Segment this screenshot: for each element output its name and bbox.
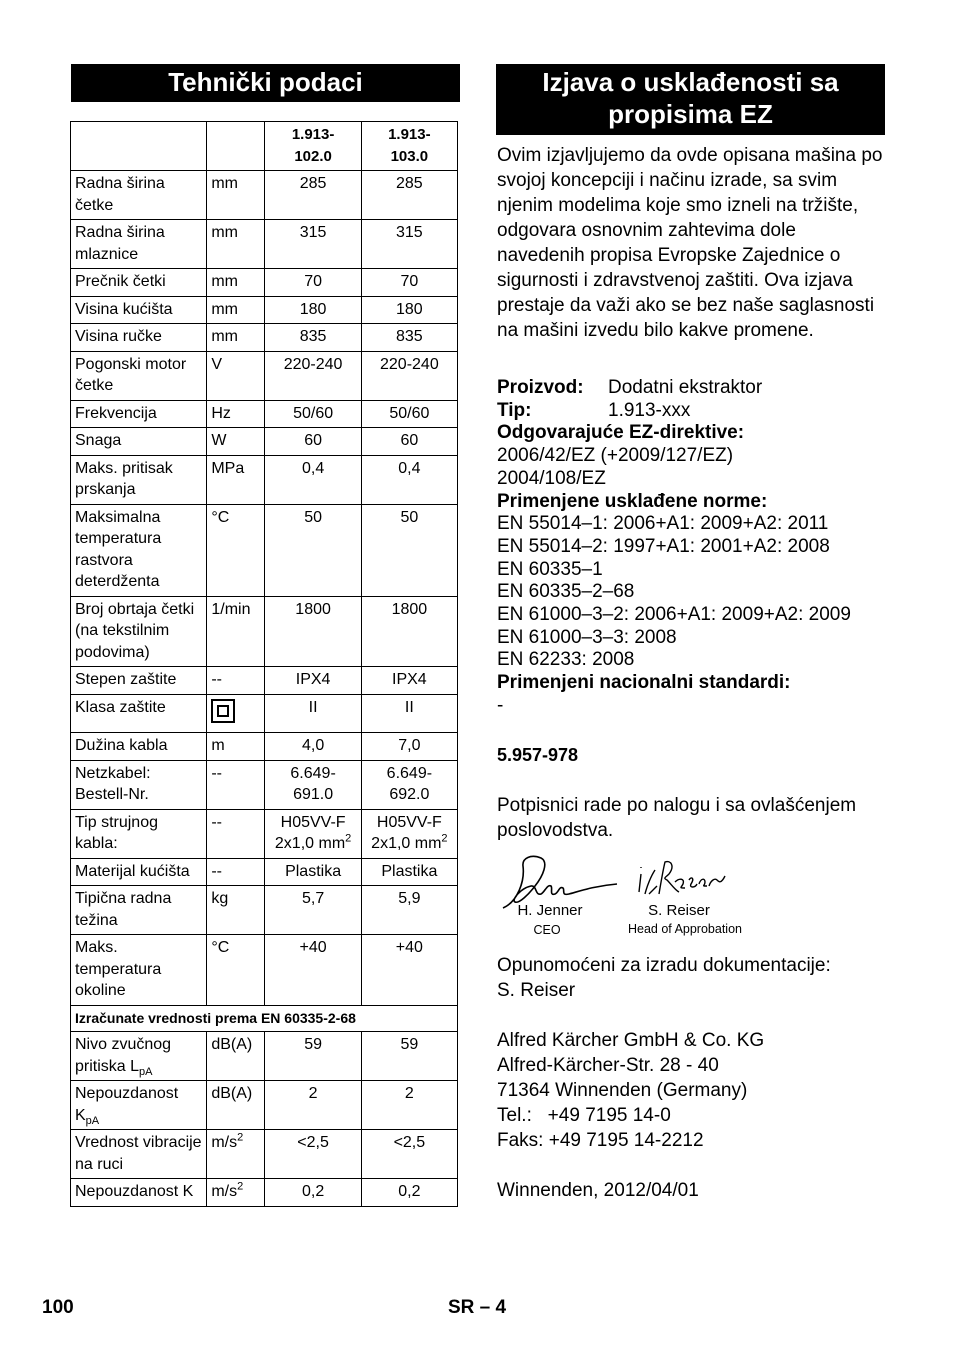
spec-value-102: 835 — [265, 324, 361, 352]
spec-value-102: +40 — [265, 935, 361, 1006]
spec-unit: mm — [207, 269, 265, 297]
declaration-details — [497, 377, 887, 718]
spec-label: Visina ručke — [71, 324, 207, 352]
table-row — [71, 667, 458, 695]
spec-value-102: Plastika — [265, 858, 361, 886]
signatory-name: S. Reiser — [648, 902, 710, 919]
spec-label: Pogonski motor četke — [71, 351, 207, 400]
spec-value-103: 7,0 — [361, 733, 457, 761]
type-value: 1.913-xxx — [608, 399, 691, 421]
spec-value-102: 0,2 — [265, 1179, 361, 1207]
spec-value-103: Plastika — [361, 858, 457, 886]
table-row — [71, 455, 458, 504]
signatory-role: Head of Approbation — [628, 922, 742, 936]
table-row — [71, 1179, 458, 1207]
norms-label: Primenjene usklađene norme: — [497, 490, 768, 512]
spec-label: Visina kućišta — [71, 296, 207, 324]
spec-value-102: 285 — [265, 171, 361, 220]
spec-label: Nivo zvučnog pritiska $L_{pA}$ — [71, 1032, 207, 1081]
spec-unit: dB(A) — [207, 1032, 265, 1081]
spec-value-102: 180 — [265, 296, 361, 324]
spec-label: Materijal kućišta — [71, 858, 207, 886]
national-standards-value: - — [497, 694, 504, 716]
technical-data-title: Tehnički podaci — [71, 64, 460, 102]
spec-unit: -- — [207, 667, 265, 695]
spec-value-103: 60 — [361, 428, 457, 456]
spec-unit: m — [207, 733, 265, 761]
table-row — [71, 400, 458, 428]
spec-value-103: 1800 — [361, 596, 457, 667]
spec-label: Maks. pritisak prskanja — [71, 455, 207, 504]
spec-value-103: 6.649- 692.0 — [361, 760, 457, 809]
reiser-signature-icon — [635, 856, 735, 906]
spec-value-102: 50/60 — [265, 400, 361, 428]
spec-unit: °C — [207, 504, 265, 596]
spec-value-103: 50 — [361, 504, 457, 596]
spec-label: Nepouzdanost $K_{pA}$ — [71, 1081, 207, 1130]
spec-value-103: 59 — [361, 1032, 457, 1081]
table-row — [71, 1032, 458, 1081]
table-row — [71, 809, 458, 858]
table-row — [71, 1130, 458, 1179]
language-page-label: SR – 4 — [448, 1297, 507, 1318]
table-row — [71, 733, 458, 761]
spec-unit: °C — [207, 935, 265, 1006]
spec-value-102: 220-240 — [265, 351, 361, 400]
product-value: Dodatni ekstraktor — [608, 377, 763, 398]
spec-unit: MPa — [207, 455, 265, 504]
ec-declaration-title-line-2: propisima EZ — [608, 99, 773, 129]
norm-item: EN 61000–3–2: 2006+A1: 2009+A2: 2009 — [497, 604, 851, 626]
spec-label: Vrednost vibracije na ruci — [71, 1130, 207, 1179]
document-number: 5.957-978 — [497, 745, 579, 765]
table-row — [71, 935, 458, 1006]
table-row — [71, 269, 458, 297]
spec-label: Stepen zaštite — [71, 667, 207, 695]
documentation-authority — [497, 953, 887, 1003]
spec-value-103: +40 — [361, 935, 457, 1006]
spec-value-103: II — [361, 694, 457, 733]
spec-value-103: <2,5 — [361, 1130, 457, 1179]
spec-value-103: 180 — [361, 296, 457, 324]
table-header-row — [71, 122, 458, 171]
spec-label: Prečnik četki — [71, 269, 207, 297]
spec-unit: W — [207, 428, 265, 456]
spec-label: Dužina kabla — [71, 733, 207, 761]
table-header-cell — [207, 122, 265, 171]
spec-value-102: H05VV-F 2x1,0 $mm^2$ — [265, 809, 361, 858]
signatures-block — [497, 850, 797, 945]
spec-unit: 1/min — [207, 596, 265, 667]
company-address — [497, 1028, 887, 1153]
ec-declaration-title — [496, 64, 885, 135]
table-header-cell: 1.913- 103.0 — [361, 122, 457, 171]
page-number: 100 — [42, 1297, 74, 1318]
spec-label: Tipična radna težina — [71, 886, 207, 935]
table-row — [71, 428, 458, 456]
protection-class-ii-icon — [211, 699, 235, 723]
spec-unit: dB(A) — [207, 1081, 265, 1130]
norm-item: EN 55014–2: 1997+A1: 2001+A2: 2008 — [497, 535, 830, 557]
national-standards-label: Primenjeni nacionalni standardi: — [497, 672, 791, 694]
spec-value-103: H05VV-F 2x1,0 $mm^2$ — [361, 809, 457, 858]
spec-value-103: 50/60 — [361, 400, 457, 428]
table-row — [71, 694, 458, 733]
spec-unit: $m/s^2$ — [207, 1179, 265, 1207]
spec-unit: V — [207, 351, 265, 400]
norm-item: EN 60335–2–68 — [497, 581, 635, 603]
table-row — [71, 324, 458, 352]
spec-unit: Hz — [207, 400, 265, 428]
table-row — [71, 296, 458, 324]
spec-value-102: 59 — [265, 1032, 361, 1081]
spec-value-102: 60 — [265, 428, 361, 456]
spec-value-103: 70 — [361, 269, 457, 297]
signatories-statement: Potpisnici rade po nalogu i sa ovlašćenjem poslovodstva. — [497, 795, 857, 841]
type-label: Tip: — [497, 399, 532, 421]
spec-unit: -- — [207, 809, 265, 858]
spec-unit: mm — [207, 324, 265, 352]
product-line — [497, 377, 887, 400]
table-row — [71, 220, 458, 269]
address-line: Faks: +49 7195 14-2212 — [497, 1130, 704, 1151]
spec-value-102: 4,0 — [265, 733, 361, 761]
directive-item: 2006/42/EZ (+2009/127/EZ) — [497, 445, 734, 467]
spec-label: Radna širina četke — [71, 171, 207, 220]
product-label: Proizvod: — [497, 377, 584, 398]
type-line — [497, 400, 887, 423]
spec-label: Snaga — [71, 428, 207, 456]
spec-label: Broj obrtaja četki (na tekstilnim podovima) — [71, 596, 207, 667]
table-row — [71, 351, 458, 400]
spec-value-102: 70 — [265, 269, 361, 297]
table-row — [71, 504, 458, 596]
spec-value-103: 0,4 — [361, 455, 457, 504]
address-line: Alfred Kärcher GmbH & Co. KG — [497, 1030, 765, 1051]
declaration-intro: Ovim izjavljujemo da ovde opisana mašina po svojoj koncepciji i načinu izrade, sa svim njenim modelima koje smo izneli na tržište, odgovara osnovnim zahtevima dole navedenih propisa Evropske Zajednice o sigurnosti i zdravstvenoj zaštiti. Ova izjava prestaje da važi ako se bez naše saglasnosti na mašini izvedu bilo kakve promene. — [497, 145, 883, 341]
spec-unit — [207, 694, 265, 733]
norm-item: EN 62233: 2008 — [497, 649, 635, 671]
spec-unit: -- — [207, 760, 265, 809]
table-section-title: Izračunate vrednosti prema EN 60335-2-68 — [71, 1005, 458, 1032]
technical-data-table — [70, 121, 458, 1207]
signatory-role: CEO — [533, 923, 561, 937]
table-row — [71, 858, 458, 886]
spec-label: Maks. temperatura okoline — [71, 935, 207, 1006]
spec-unit: $m/s^2$ — [207, 1130, 265, 1179]
directives-label: Odgovarajuće EZ-direktive: — [497, 422, 745, 444]
spec-value-103: 2 — [361, 1081, 457, 1130]
table-header-cell: 1.913- 102.0 — [265, 122, 361, 171]
spec-value-102: IPX4 — [265, 667, 361, 695]
spec-unit: kg — [207, 886, 265, 935]
directive-item: 2004/108/EZ — [497, 467, 606, 489]
table-row — [71, 886, 458, 935]
place-and-date: Winnenden, 2012/04/01 — [497, 1180, 699, 1201]
ec-declaration-title-line-1: Izjava o usklađenosti sa — [542, 67, 839, 97]
spec-value-102: 50 — [265, 504, 361, 596]
spec-value-103: 315 — [361, 220, 457, 269]
spec-label: Radna širina mlaznice — [71, 220, 207, 269]
spec-label: Tip strujnog kabla: — [71, 809, 207, 858]
table-row — [71, 1081, 458, 1130]
spec-value-103: 835 — [361, 324, 457, 352]
spec-unit: mm — [207, 296, 265, 324]
spec-value-102: 5,7 — [265, 886, 361, 935]
authority-label: Opunomoćeni za izradu dokumentacije: — [497, 955, 831, 976]
spec-unit: -- — [207, 858, 265, 886]
table-header-cell — [71, 122, 207, 171]
spec-unit: mm — [207, 220, 265, 269]
spec-value-102: 2 — [265, 1081, 361, 1130]
norm-item: EN 61000–3–3: 2008 — [497, 626, 677, 648]
address-line: Tel.: +49 7195 14-0 — [497, 1105, 671, 1126]
spec-value-102: 1800 — [265, 596, 361, 667]
spec-value-102: 6.649- 691.0 — [265, 760, 361, 809]
spec-label: Netzkabel: Bestell-Nr. — [71, 760, 207, 809]
spec-value-103: 5,9 — [361, 886, 457, 935]
table-row — [71, 596, 458, 667]
spec-value-103: 0,2 — [361, 1179, 457, 1207]
address-line: 71364 Winnenden (Germany) — [497, 1080, 748, 1101]
norm-item: EN 60335–1 — [497, 558, 603, 580]
norm-item: EN 55014–1: 2006+A1: 2009+A2: 2011 — [497, 513, 829, 535]
address-line: Alfred-Kärcher-Str. 28 - 40 — [497, 1055, 719, 1076]
table-row — [71, 760, 458, 809]
spec-value-103: 285 — [361, 171, 457, 220]
signatory-name: H. Jenner — [517, 902, 583, 919]
spec-value-102: <2,5 — [265, 1130, 361, 1179]
spec-value-102: 0,4 — [265, 455, 361, 504]
spec-value-103: 220-240 — [361, 351, 457, 400]
spec-value-103: IPX4 — [361, 667, 457, 695]
authority-name: S. Reiser — [497, 980, 576, 1001]
spec-value-102: 315 — [265, 220, 361, 269]
spec-unit: mm — [207, 171, 265, 220]
spec-label: Maksimalna temperatura rastvora deterdženta — [71, 504, 207, 596]
spec-label: Klasa zaštite — [71, 694, 207, 733]
spec-value-102: II — [265, 694, 361, 733]
table-section-row — [71, 1005, 458, 1032]
table-row — [71, 171, 458, 220]
spec-label: Nepouzdanost K — [71, 1179, 207, 1207]
spec-label: Frekvencija — [71, 400, 207, 428]
